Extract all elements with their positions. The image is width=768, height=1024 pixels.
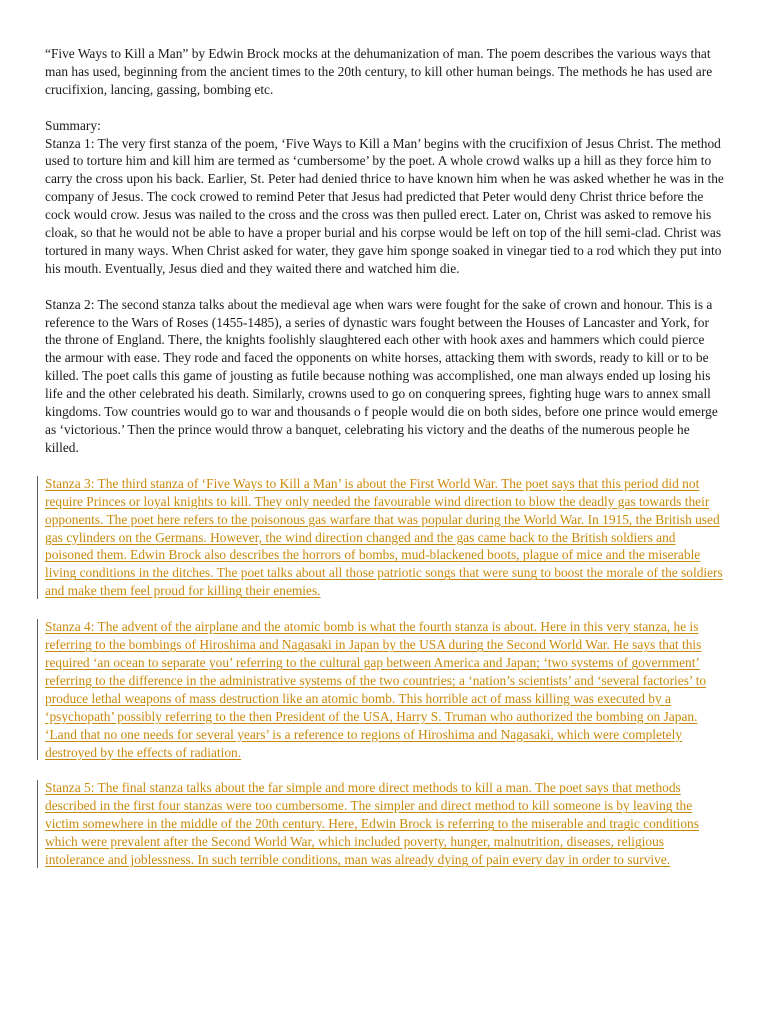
intro-paragraph: “Five Ways to Kill a Man” by Edwin Brock mocks at the dehumanization of man. The poem describes the various ways that man has used, beginning from the ancient times to the 20th century, to kill other human beings. The methods he has used are crucifixion, lancing, gassing, bombing etc. — [45, 46, 713, 97]
paragraph-gap — [45, 600, 724, 618]
paragraph-gap — [45, 278, 724, 296]
stanza-4-paragraph: Stanza 4: The advent of the airplane and the atomic bomb is what the fourth stanza is about. Here in this very stanza, he is referring to the bombings of Hiroshima and Nagasaki in Japan by the USA during the Second World War. He says that this required ‘an ocean to separate you’ referring to the cultural gap between America and Japan; ‘two systems of government’ referring to the difference in the administrative systems of the two countries; a ‘nation’s scientists’ and ‘several factories’ to produce lethal weapons of mass destruction like an atomic bomb. This horrible act of mass killing was executed by a ‘psychopath’ possibly referring to the then President of the USA, Harry S. Truman who authorized the bombing on Japan. ‘Land that no one needs for several years’ is a reference to regions of Hiroshima and Nagasaki, which were completely destroyed by the effects of radiation. — [45, 618, 724, 761]
stanza-2-paragraph: Stanza 2: The second stanza talks about the medieval age when wars were fought for the sake of crown and honour. This is a reference to the Wars of Roses (1455-1485), a series of dynastic wars fought between the Houses of Lancaster and York, for the throne of England. There, the knights foolishly slaughtered each other with hook axes and hammers which could pierce the armour with ease. They rode and faced the opponents on white horses, attacking them with swords, ready to kill or to be killed. The poet calls this game of jousting as futile because nothing was accomplished, one man always ended up losing his life and the other celebrated his death. Similarly, crowns used to go on conquering sprees, fighting huge wars to annex small kingdoms. Tow countries would go to war and thousands o f people would die on both sides, before one prince would emerge as ‘victorious.’ Then the prince would throw a banquet, celebrating his victory and the deaths of the numerous people he killed. — [45, 296, 718, 455]
summary-label: Summary: — [45, 117, 101, 133]
paragraph-gap — [45, 99, 724, 117]
stanza-5-paragraph: Stanza 5: The final stanza talks about the far simple and more direct methods to kill a man. The poet says that methods described in the first four stanzas were too cumbersome. The simpler and direct method to kill someone is by leaving the victim somewhere in the middle of the 20th century. Here, Edwin Brock is referring to the miserable and tragic conditions which were prevalent after the Second World War, which included poverty, hunger, malnutrition, diseases, religious intolerance and joblessness. In such terrible conditions, man was already dying of pain every day in order to survive. — [45, 779, 724, 869]
paragraph-gap — [45, 761, 724, 779]
stanza-1-paragraph: Stanza 1: The very first stanza of the poem, ‘Five Ways to Kill a Man’ begins with the crucifixion of Jesus Christ. The method used to torture him and kill him are termed as ‘cumbersome’ by the poet. A whole crowd walks up a hill as they force him to carry the cross upon his back. Earlier, St. Peter had denied thrice to have known him when he was asked whether he was in the company of Jesus. The cock crowed to remind Peter that Jesus had predicted that Peter would deny Christ thrice before the cock would crow. Jesus was nailed to the cross and the cross was then pulled erect. Later on, Christ was asked to remove his cloak, so that he would not be able to have a proper burial and his corpse would be left on top of the hill semi-clad. Christ was tortured in many ways. When Christ asked for water, they gave him sponge soaked in vinegar tied to a rod which they put into his mouth. Eventually, Jesus died and they waited there and watched him die. — [45, 135, 724, 276]
stanza-3-paragraph: Stanza 3: The third stanza of ‘Five Ways to Kill a Man’ is about the First World War. The poet says that this period did not require Princes or loyal knights to kill. They only needed the favourable wind direction to blow the deadly gas towards their opponents. The poet here refers to the poisonous gas warfare that was popular during the World War. In 1915, the British used gas cylinders on the Germans. However, the wind direction changed and the gas came back to the British soldiers and poisoned them. Edwin Brock also describes the horrors of bombs, mud-blackened boots, plague of mice and the miserable living conditions in the ditches. The poet talks about all those patriotic songs that were sung to boost the morale of the soldiers and make them feel proud for killing their enemies. — [45, 475, 723, 599]
paragraph-gap — [45, 457, 724, 475]
